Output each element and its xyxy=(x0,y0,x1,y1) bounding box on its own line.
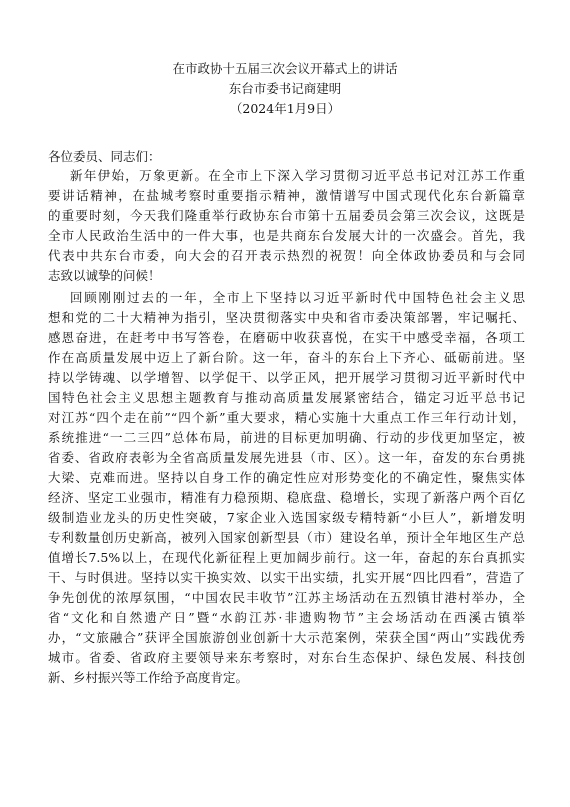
paragraph-2-line-3: 感恩奋进，在赶考中书写答卷，在磨砺中收获喜悦，在实干中感受幸福，各项工 xyxy=(48,330,525,345)
paragraph-2-line-10: 大梁、克难而进。坚持以自身工作的确定性应对形势变化的不确定性，聚焦实体 xyxy=(48,470,525,485)
paragraph-2-line-4: 作在高质量发展中迈上了新台阶。这一年，奋斗的东台上下齐心、砥砺前进。坚 xyxy=(48,350,525,365)
speech-title: 在市政协十五届三次会议开幕式上的讲话 xyxy=(172,61,398,76)
paragraph-2-line-19: 城市。省委、省政府主要领导来东考察时，对东台生态保护、绿色发展、科技创 xyxy=(48,650,525,665)
speech-author: 东台市委书记商建明 xyxy=(228,81,342,96)
paragraph-2-line-11: 经济、坚定工业强市，精准有力稳预期、稳底盘、稳增长，实现了新落户两个百亿 xyxy=(48,490,525,505)
paragraph-2-line-2: 想和党的二十大精神为指引，坚决贯彻落实中央和省市委决策部署，牢记嘱托、 xyxy=(48,310,525,325)
paragraph-2-line-9: 省委、省政府表彰为全省高质量发展先进县（市、区）。这一年，奋发的东台勇挑 xyxy=(48,450,525,465)
paragraph-1-line-1: 新年伊始，万象更新。在全市上下深入学习贯彻习近平总书记对江苏工作重 xyxy=(70,168,525,183)
paragraph-2-line-1: 回顾刚刚过去的一年，全市上下坚持以习近平新时代中国特色社会主义思 xyxy=(70,290,525,305)
speech-date: （2024年1月9日） xyxy=(229,101,341,116)
paragraph-2-line-13: 专利数量创历史新高，被列入国家创新型县（市）建设名单，预计全年地区生产总 xyxy=(48,530,525,545)
paragraph-1-line-6: 志致以诚挚的问候！ xyxy=(48,268,161,283)
paragraph-2-line-16: 争先创优的浓厚氛围，“中国农民丰收节”江苏主场活动在五烈镇甘港村举办，全 xyxy=(48,590,525,605)
paragraph-2-line-7: 对江苏“四个走在前”“四个新”重大要求，精心实施十大重点工作三年行动计划， xyxy=(48,410,525,425)
salutation: 各位委员、同志们： xyxy=(48,149,161,164)
paragraph-2-line-14: 值增长7.5%以上，在现代化新征程上更加阔步前行。这一年，奋起的东台真抓实 xyxy=(48,550,525,565)
paragraph-2-line-18: 办，“文旅融合”获评全国旅游创业创新十大示范案例，荣获全国“两山”实践优秀 xyxy=(48,630,525,645)
paragraph-1-line-4: 全市人民政治生活中的一件大事，也是共商东台发展大计的一次盛会。首先，我 xyxy=(48,228,525,243)
paragraph-2-line-15: 干、与时俱进。坚持以实干换实效、以实干出实绩，扎实开展“四比四看”，营造了 xyxy=(48,570,525,585)
paragraph-2-line-6: 国特色社会主义思想主题教育与推动高质量发展紧密结合，锚定习近平总书记 xyxy=(48,390,525,405)
paragraph-1-line-2: 要讲话精神，在盐城考察时重要指示精神，激情谱写中国式现代化东台新篇章 xyxy=(48,188,525,203)
paragraph-1-line-5: 代表中共东台市委，向大会的召开表示热烈的祝贺！向全体政协委员和与会同 xyxy=(48,248,525,263)
paragraph-2-line-5: 持以学铸魂、以学增智、以学促干、以学正风，把开展学习贯彻习近平新时代中 xyxy=(48,370,525,385)
paragraph-2-line-17: 省“文化和自然遗产日”暨“水韵江苏·非遗购物节”主会场活动在西溪古镇举 xyxy=(48,610,525,625)
paragraph-2-line-8: 系统推进“一二三四”总体布局，前进的目标更加明确、行动的步伐更加坚定，被 xyxy=(48,430,525,445)
paragraph-2-line-20: 新、乡村振兴等工作给予高度肯定。 xyxy=(48,670,249,685)
paragraph-1-line-3: 的重要时刻，今天我们隆重举行政协东台市第十五届委员会第三次会议，这既是 xyxy=(48,208,525,223)
paragraph-2-line-12: 级制造业龙头的历史性突破，7家企业入选国家级专精特新“小巨人”，新增发明 xyxy=(48,510,525,525)
